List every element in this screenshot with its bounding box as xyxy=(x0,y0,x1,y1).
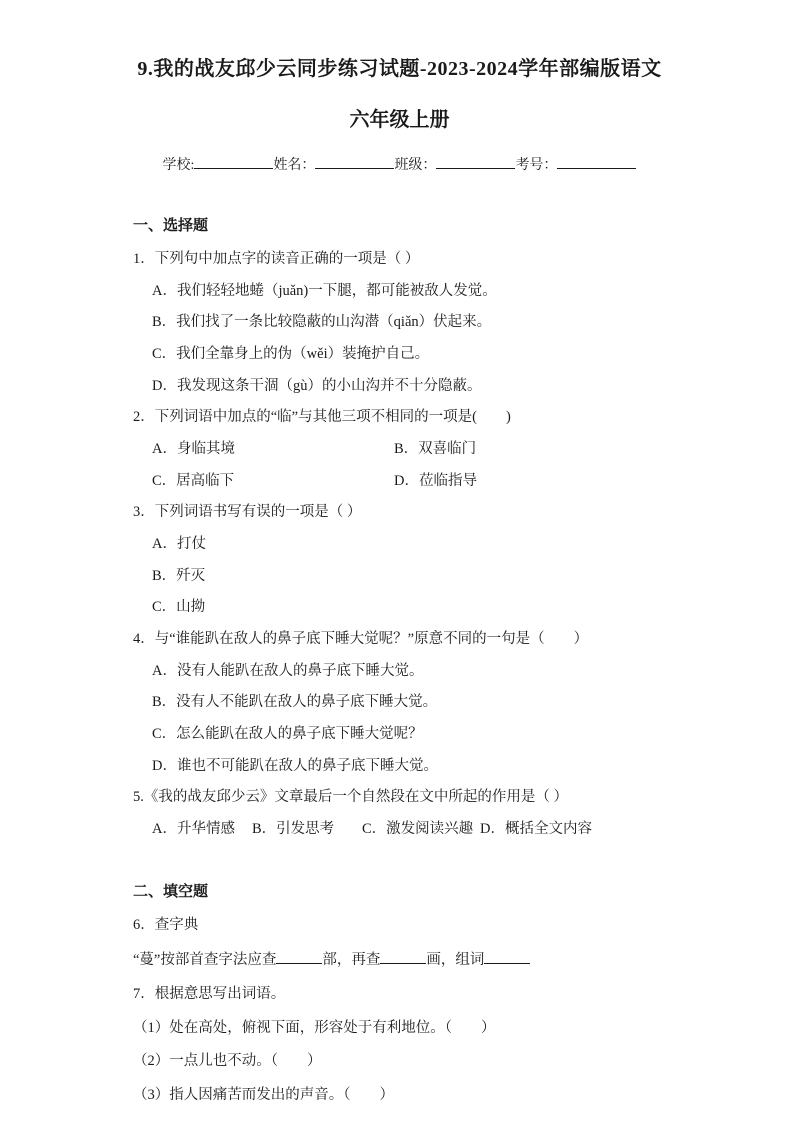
q2-option-b: B．双喜临门 xyxy=(394,441,477,458)
q1-option-c: C．我们全靠身上的伪（wěi）装掩护自己。 xyxy=(152,346,430,363)
q6-blank-1 xyxy=(276,950,322,964)
q2-option-d: D．莅临指导 xyxy=(394,472,477,489)
question-6-text: 6．查字典 xyxy=(133,916,199,933)
q7-item-1: （1）处在高处，俯视下面，形容处于有利地位。（ ） xyxy=(133,1019,496,1036)
student-info-line xyxy=(133,154,666,174)
section2-heading: 二、填空题 xyxy=(133,883,209,900)
page-subtitle: 六年级上册 xyxy=(349,109,450,131)
q6-part-1: “蔓”按部首查字法应查 xyxy=(133,952,277,969)
q6-blank-2 xyxy=(380,950,426,964)
q3-option-a: A．打仗 xyxy=(152,536,206,553)
section1-heading: 一、选择题 xyxy=(133,218,209,234)
name-label: 姓名： xyxy=(273,158,316,173)
q3-option-c: C．山拗 xyxy=(152,599,206,616)
q6-part-3: 画，组词 xyxy=(426,952,485,969)
q5-option-c: C．激发阅读兴趣 xyxy=(362,821,474,838)
q4-option-d: D．谁也不可能趴在敌人的鼻子底下睡大觉。 xyxy=(152,757,438,774)
question-7-text: 7．根据意思写出词语。 xyxy=(133,986,286,1003)
school-blank xyxy=(194,155,273,169)
q5-option-d: D．概括全文内容 xyxy=(480,821,592,838)
school-label: 学校: xyxy=(162,158,195,173)
q4-option-b: B．没有人不能趴在敌人的鼻子底下睡大觉。 xyxy=(152,694,438,711)
q1-option-d: D．我发现这条干涸（gù）的小山沟并不十分隐蔽。 xyxy=(152,377,482,394)
q4-option-a: A．没有人能趴在敌人的鼻子底下睡大觉。 xyxy=(152,662,424,679)
class-label: 班级： xyxy=(394,158,437,173)
question-2-text: 2．下列词语中加点的“临”与其他三项不相同的一项是( ) xyxy=(133,409,511,426)
q6-part-2: 部，再查 xyxy=(322,952,381,969)
q5-option-b: B．引发思考 xyxy=(252,821,335,838)
q2-options-row-2 xyxy=(152,473,666,490)
q5-options-row xyxy=(152,821,666,838)
q7-item-2: （2）一点儿也不动。（ ） xyxy=(133,1053,322,1070)
class-blank xyxy=(436,155,515,169)
q1-option-a: A．我们轻轻地蜷（juǎn)一下腿，都可能被敌人发觉。 xyxy=(152,282,497,299)
q6-blank-line xyxy=(133,950,666,969)
q1-option-b: B．我们找了一条比较隐蔽的山沟潜（qiǎn）伏起来。 xyxy=(152,314,492,331)
q2-option-a: A．身临其境 xyxy=(152,441,235,458)
q5-option-a: A．升华情感 xyxy=(152,821,235,838)
q7-item-3: （3）指人因痛苦而发出的声音。（ ） xyxy=(133,1087,394,1104)
question-4-text: 4．与“谁能趴在敌人的鼻子底下睡大觉呢？”原意不同的一句是（ ） xyxy=(133,631,589,648)
q2-option-c: C．居高临下 xyxy=(152,472,235,489)
q4-option-c: C．怎么能趴在敌人的鼻子底下睡大觉呢？ xyxy=(152,726,423,743)
q3-option-b: B．歼灭 xyxy=(152,567,206,584)
question-5-text: 5.《我的战友邱少云》文章最后一个自然段在文中所起的作用是（ ） xyxy=(133,789,568,806)
page-title: 9.我的战友邱少云同步练习试题-2023-2024学年部编版语文 xyxy=(137,58,662,80)
q2-options-row-1 xyxy=(152,441,666,458)
question-3-text: 3．下列词语书写有误的一项是（ ） xyxy=(133,504,362,521)
exam-no-blank xyxy=(557,155,636,169)
name-blank xyxy=(315,155,394,169)
exam-no-label: 考号： xyxy=(515,158,558,173)
question-1-text: 1．下列句中加点字的读音正确的一项是（ ） xyxy=(133,251,420,267)
q6-blank-3 xyxy=(484,950,530,964)
